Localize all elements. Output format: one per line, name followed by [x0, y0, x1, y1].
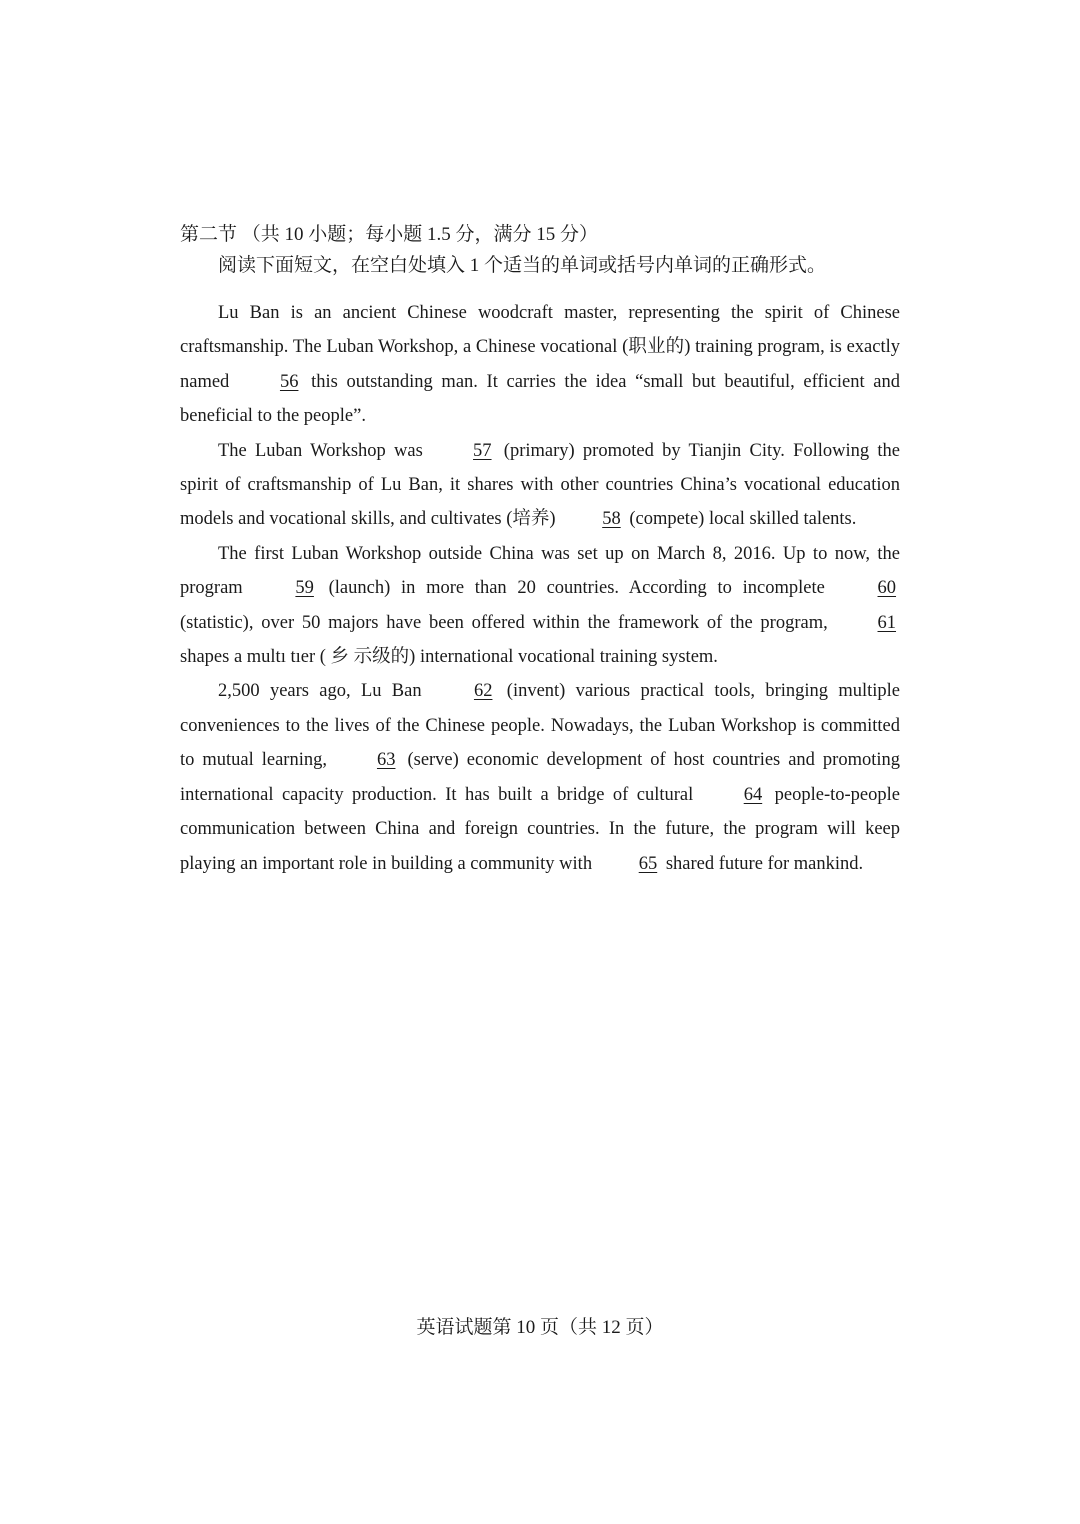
section-heading: 第二节 （共 10 小题；每小题 1.5 分，满分 15 分） — [180, 224, 599, 245]
blank-60[interactable]: 60 — [877, 578, 897, 599]
blank-63[interactable]: 63 — [376, 750, 396, 771]
paragraph-2 — [180, 434, 900, 537]
paragraph-text: shapes a multı tıer ( 乡 示级的) international vocational training system. — [180, 647, 718, 668]
paragraph-text: The Luban Workshop was — [218, 440, 423, 461]
instruction-text: 阅读下面短文，在空白处填入 1 个适当的单词或括号内单词的正确形式。 — [218, 255, 827, 276]
reading-passage — [180, 296, 900, 881]
paragraph-text: (statistic), over 50 majors have been offered within the framework of the program, — [180, 612, 828, 633]
page-footer: 英语试题第 10 页（共 12 页） — [416, 1317, 664, 1338]
paragraph-3 — [180, 537, 900, 675]
blank-62[interactable]: 62 — [473, 681, 493, 702]
paragraph-text: this outstanding man. It carries the idea “small but beautiful, efficient and beneficial to the people”. — [180, 371, 900, 427]
blank-64[interactable]: 64 — [743, 784, 763, 805]
paragraph-text: The first Luban Workshop outside China was set up on March 8, 2016. Up to now, the program — [180, 543, 900, 599]
paragraph-text: shared future for mankind. — [665, 853, 864, 874]
paragraph-text: (serve) economic development of host countries and promoting international capacity production. It has built a bridge of cultural — [180, 750, 900, 805]
paragraph-text: people-to-people communication between China and foreign countries. In the future, the program will keep playing an important role in building a community with — [180, 784, 900, 874]
paragraph-4 — [180, 674, 900, 880]
paragraph-text: (launch) in more than 20 countries. According to incomplete — [328, 578, 825, 599]
paragraph-text: (invent) various practical tools, bringing multiple conveniences to the lives of the Chinese people. Nowadays, the Luban Workshop is committed to mutual learning, — [180, 681, 901, 771]
paragraph-1 — [180, 296, 900, 434]
blank-61[interactable]: 61 — [877, 612, 897, 633]
blank-56[interactable]: 56 — [279, 371, 299, 392]
paragraph-text: (compete) local skilled talents. — [629, 509, 857, 530]
blank-58[interactable]: 58 — [602, 509, 621, 530]
blank-59[interactable]: 59 — [295, 578, 314, 599]
paragraph-text: 2,500 years ago, Lu Ban — [218, 681, 422, 702]
paragraph-text: Lu Ban is an ancient Chinese woodcraft master, representing the spirit of Chinese craftsmanship. The Luban Workshop, a Chinese vocational (职业的) training program, is exactly named — [180, 303, 900, 392]
paragraph-text: (primary) promoted by Tianjin City. Following the spirit of craftsmanship of Lu Ban, it shares with other countries China’s vocational education models and vocational skills, and cultivates (培养) — [180, 440, 900, 530]
blank-57[interactable]: 57 — [473, 440, 492, 461]
blank-65[interactable]: 65 — [638, 853, 658, 874]
